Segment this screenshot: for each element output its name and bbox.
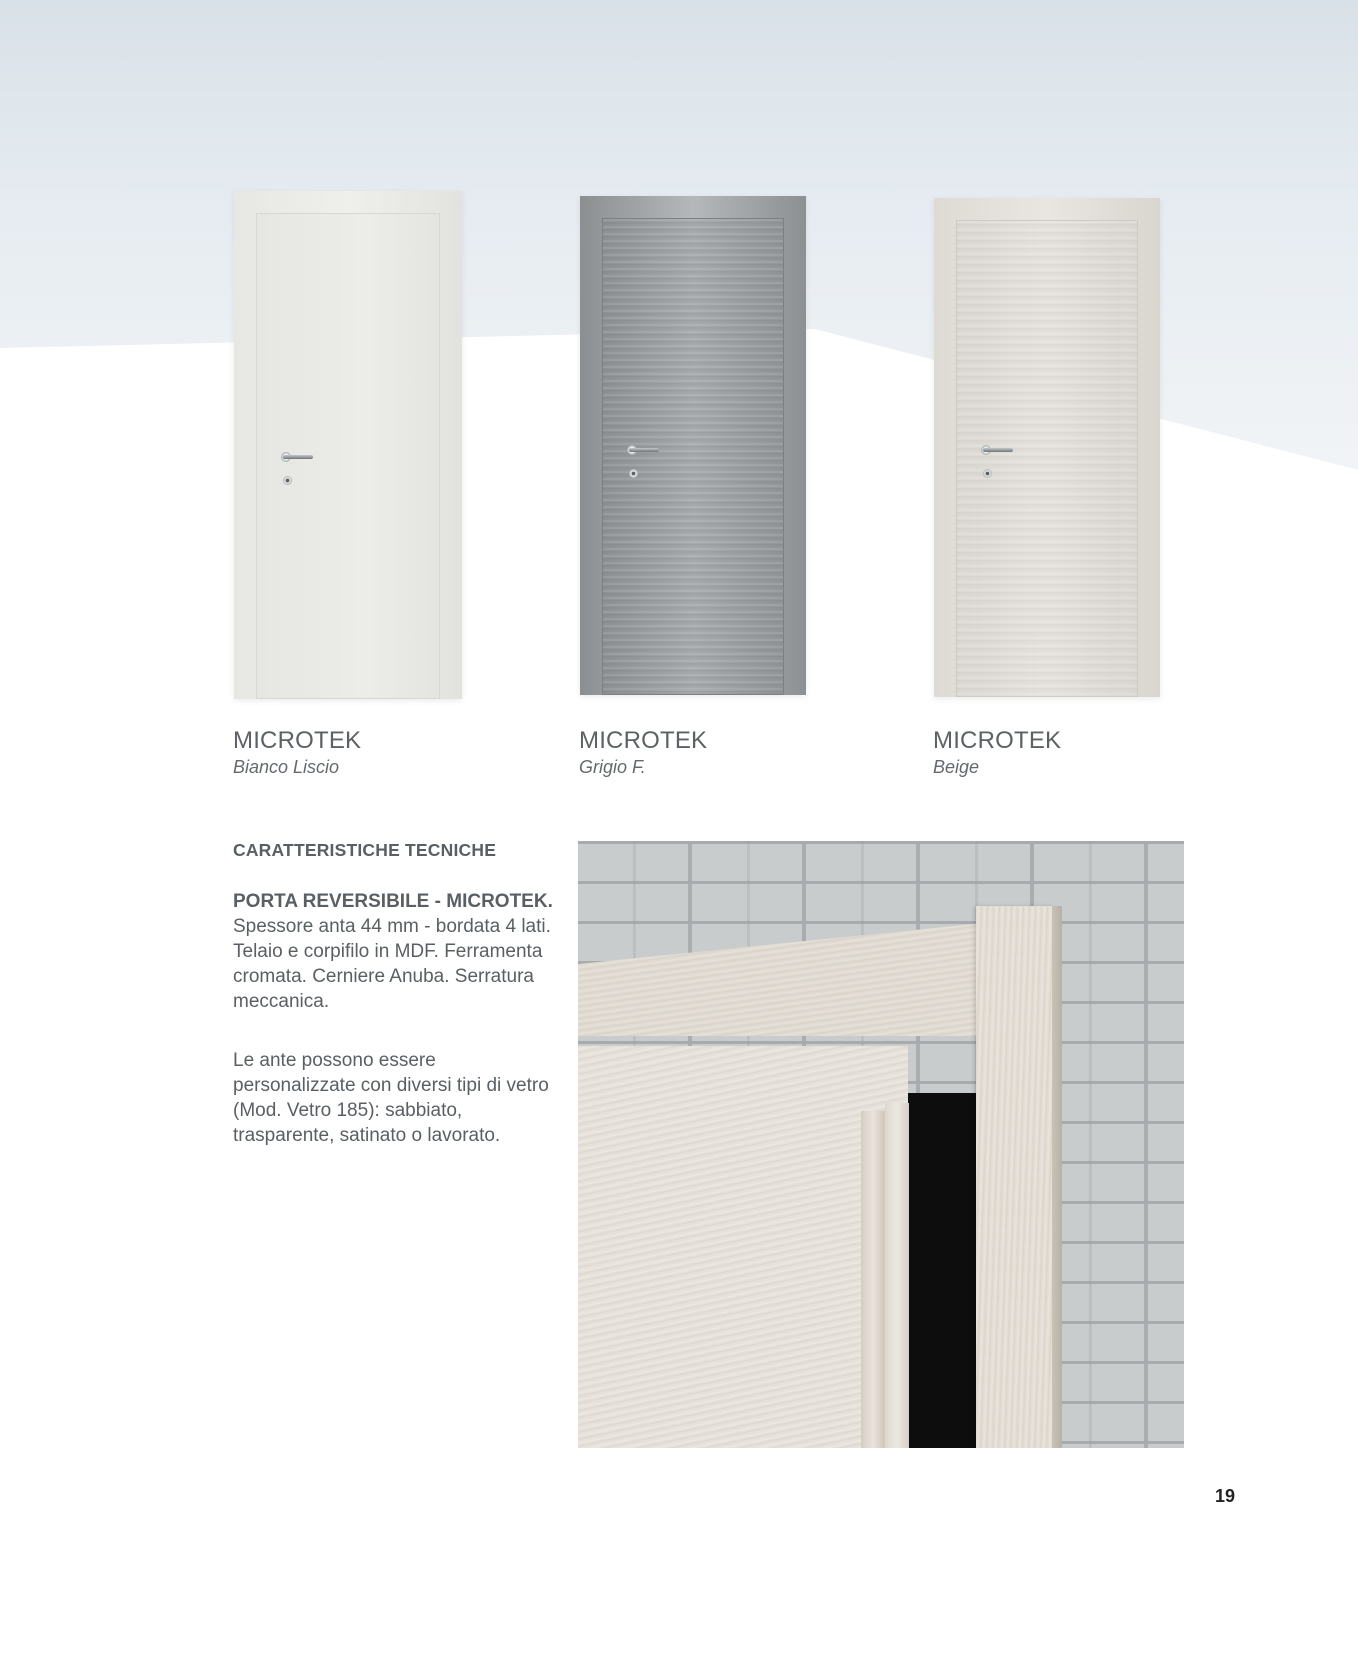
door-leaf — [602, 218, 784, 695]
door-frame-edge — [1052, 906, 1062, 1448]
door-leaf-edge — [861, 1111, 885, 1448]
keyhole-icon — [983, 469, 992, 478]
keyhole-icon — [629, 469, 638, 478]
door-leaf-detail — [578, 1046, 908, 1448]
specs-product-text: Spessore anta 44 mm - bordata 4 lati. Telaio e corpifilo in MDF. Ferramenta cromata. Cerniere Anuba. Serratura meccanica. — [233, 916, 551, 1012]
door-caption — [579, 726, 707, 778]
door-finish-name: Beige — [933, 757, 980, 777]
door-leaf — [256, 213, 440, 699]
door-caption — [233, 726, 361, 778]
door-leaf-edge — [885, 1103, 909, 1448]
door-finish-name: Grigio F. — [579, 757, 646, 777]
door-image-beige — [934, 198, 1160, 697]
specs-heading: CARATTERISTICHE TECNICHE — [233, 840, 497, 860]
door-leaf — [956, 220, 1138, 697]
door-caption — [933, 726, 1061, 778]
door-image-bianco-liscio — [234, 191, 462, 699]
page-number: 19 — [1214, 1486, 1235, 1506]
technical-specs — [233, 838, 553, 1182]
door-model-name: MICROTEK — [933, 727, 1062, 754]
specs-product-title: PORTA REVERSIBILE - MICROTEK. — [233, 891, 553, 912]
specs-product-paragraph — [233, 889, 553, 1014]
keyhole-icon — [283, 476, 292, 485]
door-handle — [983, 448, 1013, 452]
door-handle — [629, 448, 659, 452]
door-frame-side — [976, 906, 1054, 1448]
specs-glass-paragraph: Le ante possono essere personalizzate con diversi tipi di vetro (Mod. Vetro 185): sabbiato, trasparente, satinato o lavorato. — [233, 1050, 549, 1146]
door-finish-name: Bianco Liscio — [233, 757, 340, 777]
door-image-grigio — [580, 196, 806, 695]
door-detail-photo — [578, 841, 1184, 1448]
door-gap-shadow — [908, 1093, 976, 1448]
door-model-name: MICROTEK — [233, 727, 362, 754]
door-model-name: MICROTEK — [579, 727, 708, 754]
door-handle — [283, 455, 313, 459]
